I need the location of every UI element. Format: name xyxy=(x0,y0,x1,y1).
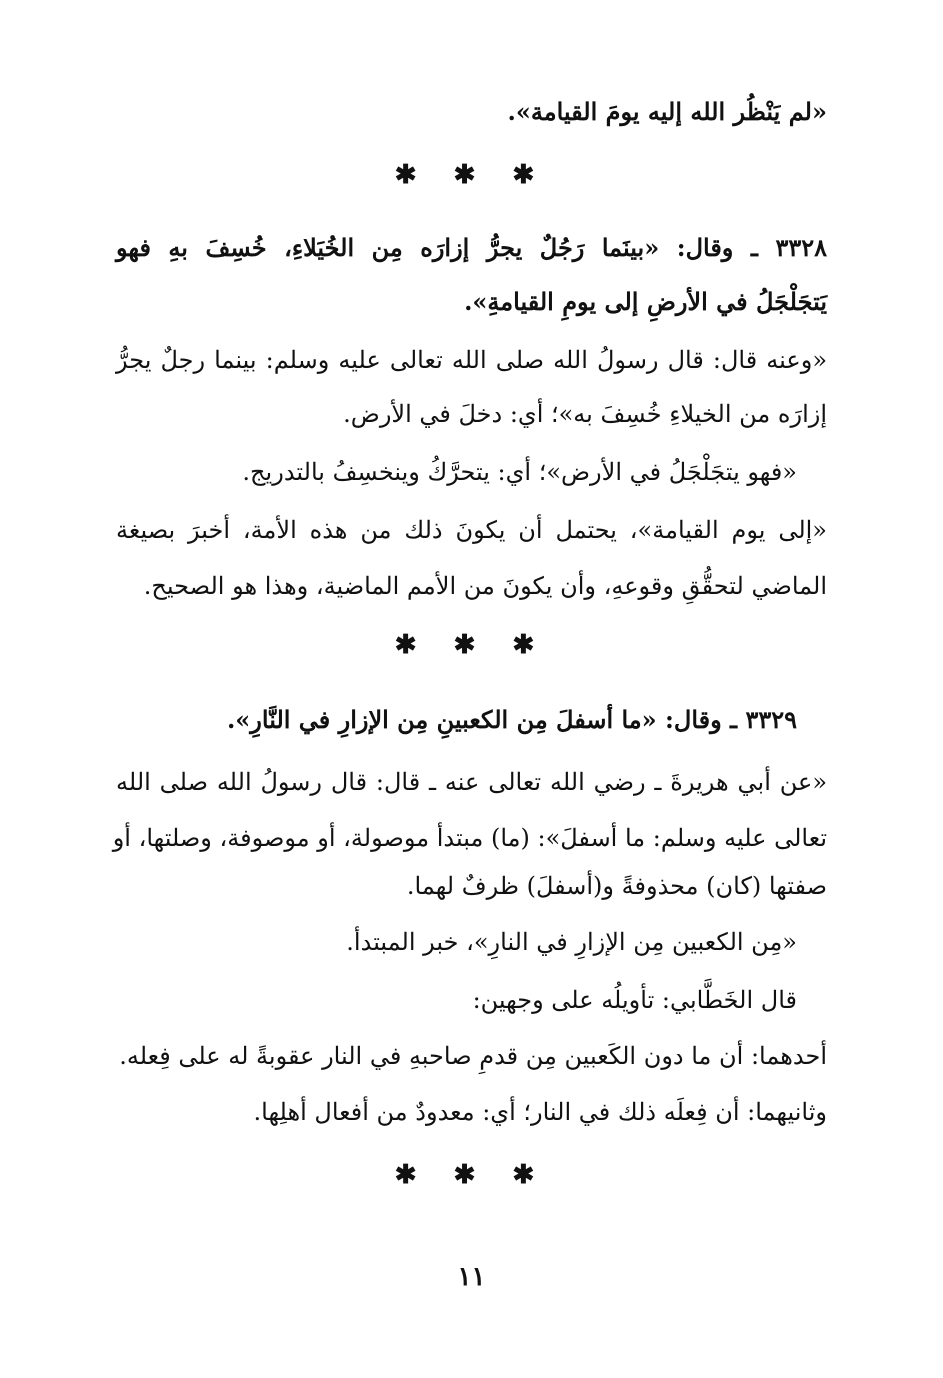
commentary-line-3: «فهو يتجَلْجَلُ في الأرض»؛ أي: يتحرَّكُ وينخسِفُ بالتدريج. xyxy=(242,458,797,486)
commentary-line-4: «إلى يوم القيامة»، يحتمل أن يكونَ ذلك من هذه الأمة، أخبرَ بصيغة xyxy=(116,516,827,544)
commentary-line-11: أحدهما: أن ما دون الكَعبين مِن قدمِ صاحبهِ في النار عقوبةً له على فِعله. xyxy=(119,1042,827,1070)
hadith-3328-line-1: ٣٣٢٨ ـ وقال: «بينَما رَجُلٌ يجرُّ إزارَه مِن الخُيَلاءِ، خُسِفَ بهِ فهو xyxy=(116,233,827,262)
commentary-line-10: قال الخَطَّابي: تأويلُه على وجهين: xyxy=(472,986,797,1014)
commentary-line-6: «عن أبي هريرةَ ـ رضي الله تعالى عنه ـ قال: قال رسولُ الله صلى الله xyxy=(116,768,827,796)
hadith-3328-line-2: يَتجَلْجَلُ في الأرضِ إلى يومِ القيامةِ». xyxy=(464,287,827,316)
section-separator: ✱ ✱ ✱ xyxy=(394,1160,549,1190)
hadith-3329-line-1: ٣٣٢٩ ـ وقال: «ما أسفلَ مِن الكعبينِ مِن الإزارِ في النَّارِ». xyxy=(226,705,797,734)
commentary-line-7: تعالى عليه وسلم: ما أسفلَ»: (ما) مبتدأ موصولة، أو موصوفة، وصلتها، أو xyxy=(112,824,827,852)
commentary-line-9: «مِن الكعبين مِن الإزارِ في النارِ»، خبر المبتدأ. xyxy=(346,928,797,956)
text-line-closing-hadith: «لم يَنْظُر الله إليه يومَ القيامة». xyxy=(507,97,827,126)
commentary-line-2: إزارَه من الخيلاءِ خُسِفَ به»؛ أي: دخلَ في الأرض. xyxy=(343,400,827,428)
section-separator: ✱ ✱ ✱ xyxy=(394,630,549,660)
commentary-line-12: وثانيهما: أن فِعلَه ذلك في النار؛ أي: معدودٌ من أفعال أهلِها. xyxy=(253,1098,827,1126)
commentary-line-5: الماضي لتحقُّقِ وقوعهِ، وأن يكونَ من الأمم الماضية، وهذا هو الصحيح. xyxy=(143,572,827,600)
page-number: ١١ xyxy=(457,1262,486,1292)
commentary-line-8: صفتها (كان) محذوفةً و(أسفلَ) ظرفٌ لهما. xyxy=(406,872,827,900)
commentary-line-1: «وعنه قال: قال رسولُ الله صلى الله تعالى عليه وسلم: بينما رجلٌ يجرُّ xyxy=(116,346,827,374)
section-separator: ✱ ✱ ✱ xyxy=(394,160,549,190)
